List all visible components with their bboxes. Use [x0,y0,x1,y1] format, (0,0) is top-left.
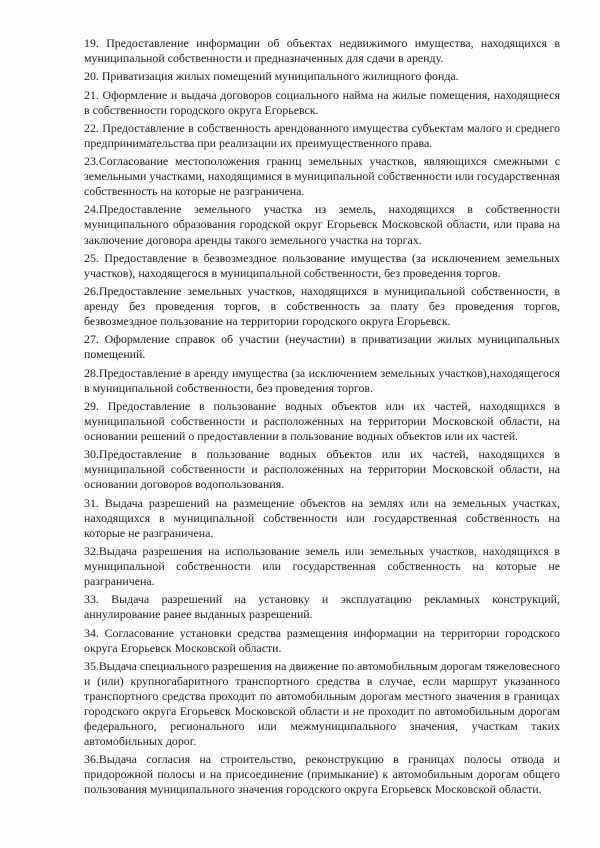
list-item: 22. Предоставление в собственность арендованного имущества субъектам малого и среднего предпринимательства при реализации их преимущественного права. [84,120,560,150]
list-item: 26.Предоставление земельных участков, находящихся в муниципальной собственности, в аренду без проведения торгов, в собственность за плату без проведения торгов, безвозмездное пользование на территории городского округа Егорьевск. [84,284,560,329]
list-item: 27. Оформление справок об участии (неучастии) в приватизации жилых муниципальных помещений. [84,332,560,362]
list-item: 35.Выдача специального разрешения на движение по автомобильным дорогам тяжеловесного и (или) крупногабаритного транспортного средства в случае, если маршрут указанного транспортного средства проходит по автомобильным дорогам местного значения в границах городского округа Егорьевск Московской области и не проходит по автомобильным дорогам федерального, регионального или межмуниципального значения, участкам таких автомобильных дорог. [84,658,560,749]
list-item: 20. Приватизация жилых помещений муниципального жилищного фонда. [84,69,459,84]
list-item: 31. Выдача разрешений на размещение объектов на землях или на земельных участках, находящихся в муниципальной собственности или государственная собственность на которые не разграничена. [84,495,560,540]
list-item: 36.Выдача согласия на строительство, реконструкцию в границах полосы отвода и придорожной полосы и на присоединение (примыкание) к автомобильным дорогам общего пользования муниципального значения городского округа Егорьевск Московской области. [84,752,560,797]
list-item: 33. Выдача разрешений на установку и эксплуатацию рекламных конструкций, аннулирование ранее выданных разрешений. [84,592,560,622]
list-item: 19. Предоставление информации об объектах недвижимого имущества, находящихся в муниципальной собственности и предназначенных для сдачи в аренду. [84,36,560,66]
list-item: 28.Предоставление в аренду имущества (за исключением земельных участков),находящегося в муниципальной собственности, без проведения торгов. [84,365,560,395]
list-item: 24.Предоставление земельного участка из земель, находящихся в собственности муниципального образования городской округ Егорьевск Московской области, или права на заключение договора аренды такого земельного участка на торгах. [84,202,560,247]
list-item: 30.Предоставление в пользование водных объектов или их частей, находящихся в муниципальной собственности и расположенных на территории Московской области, на основании договоров водопользования. [84,447,560,492]
list-item: 29. Предоставление в пользование водных объектов или их частей, находящихся в муниципальной собственности и расположенных на территории Московской области, на основании решений о предоставлении в пользование водных объектов или их частей. [84,398,560,443]
list-item: 32.Выдача разрешения на использование земель или земельных участков, находящихся в муниципальной собственности или государственная собственность на которые не разграничена. [84,543,560,588]
list-item: 23.Согласование местоположения границ земельных участков, являющихся смежными с земельными участками, находящимися в муниципальной собственности или государственная собственность на которые не разграничена. [84,154,560,199]
list-item: 34. Согласование установки средства размещения информации на территории городского округа Егорьевск Московской области. [84,625,560,655]
list-item: 21. Оформление и выдача договоров социального найма на жилые помещения, находящиеся в собственности городского округа Егорьевск. [84,87,560,117]
list-item: 25. Предоставление в безвозмездное пользование имущества (за исключением земельных участков), находящегося в муниципальной собственности, без проведения торгов. [84,250,560,280]
